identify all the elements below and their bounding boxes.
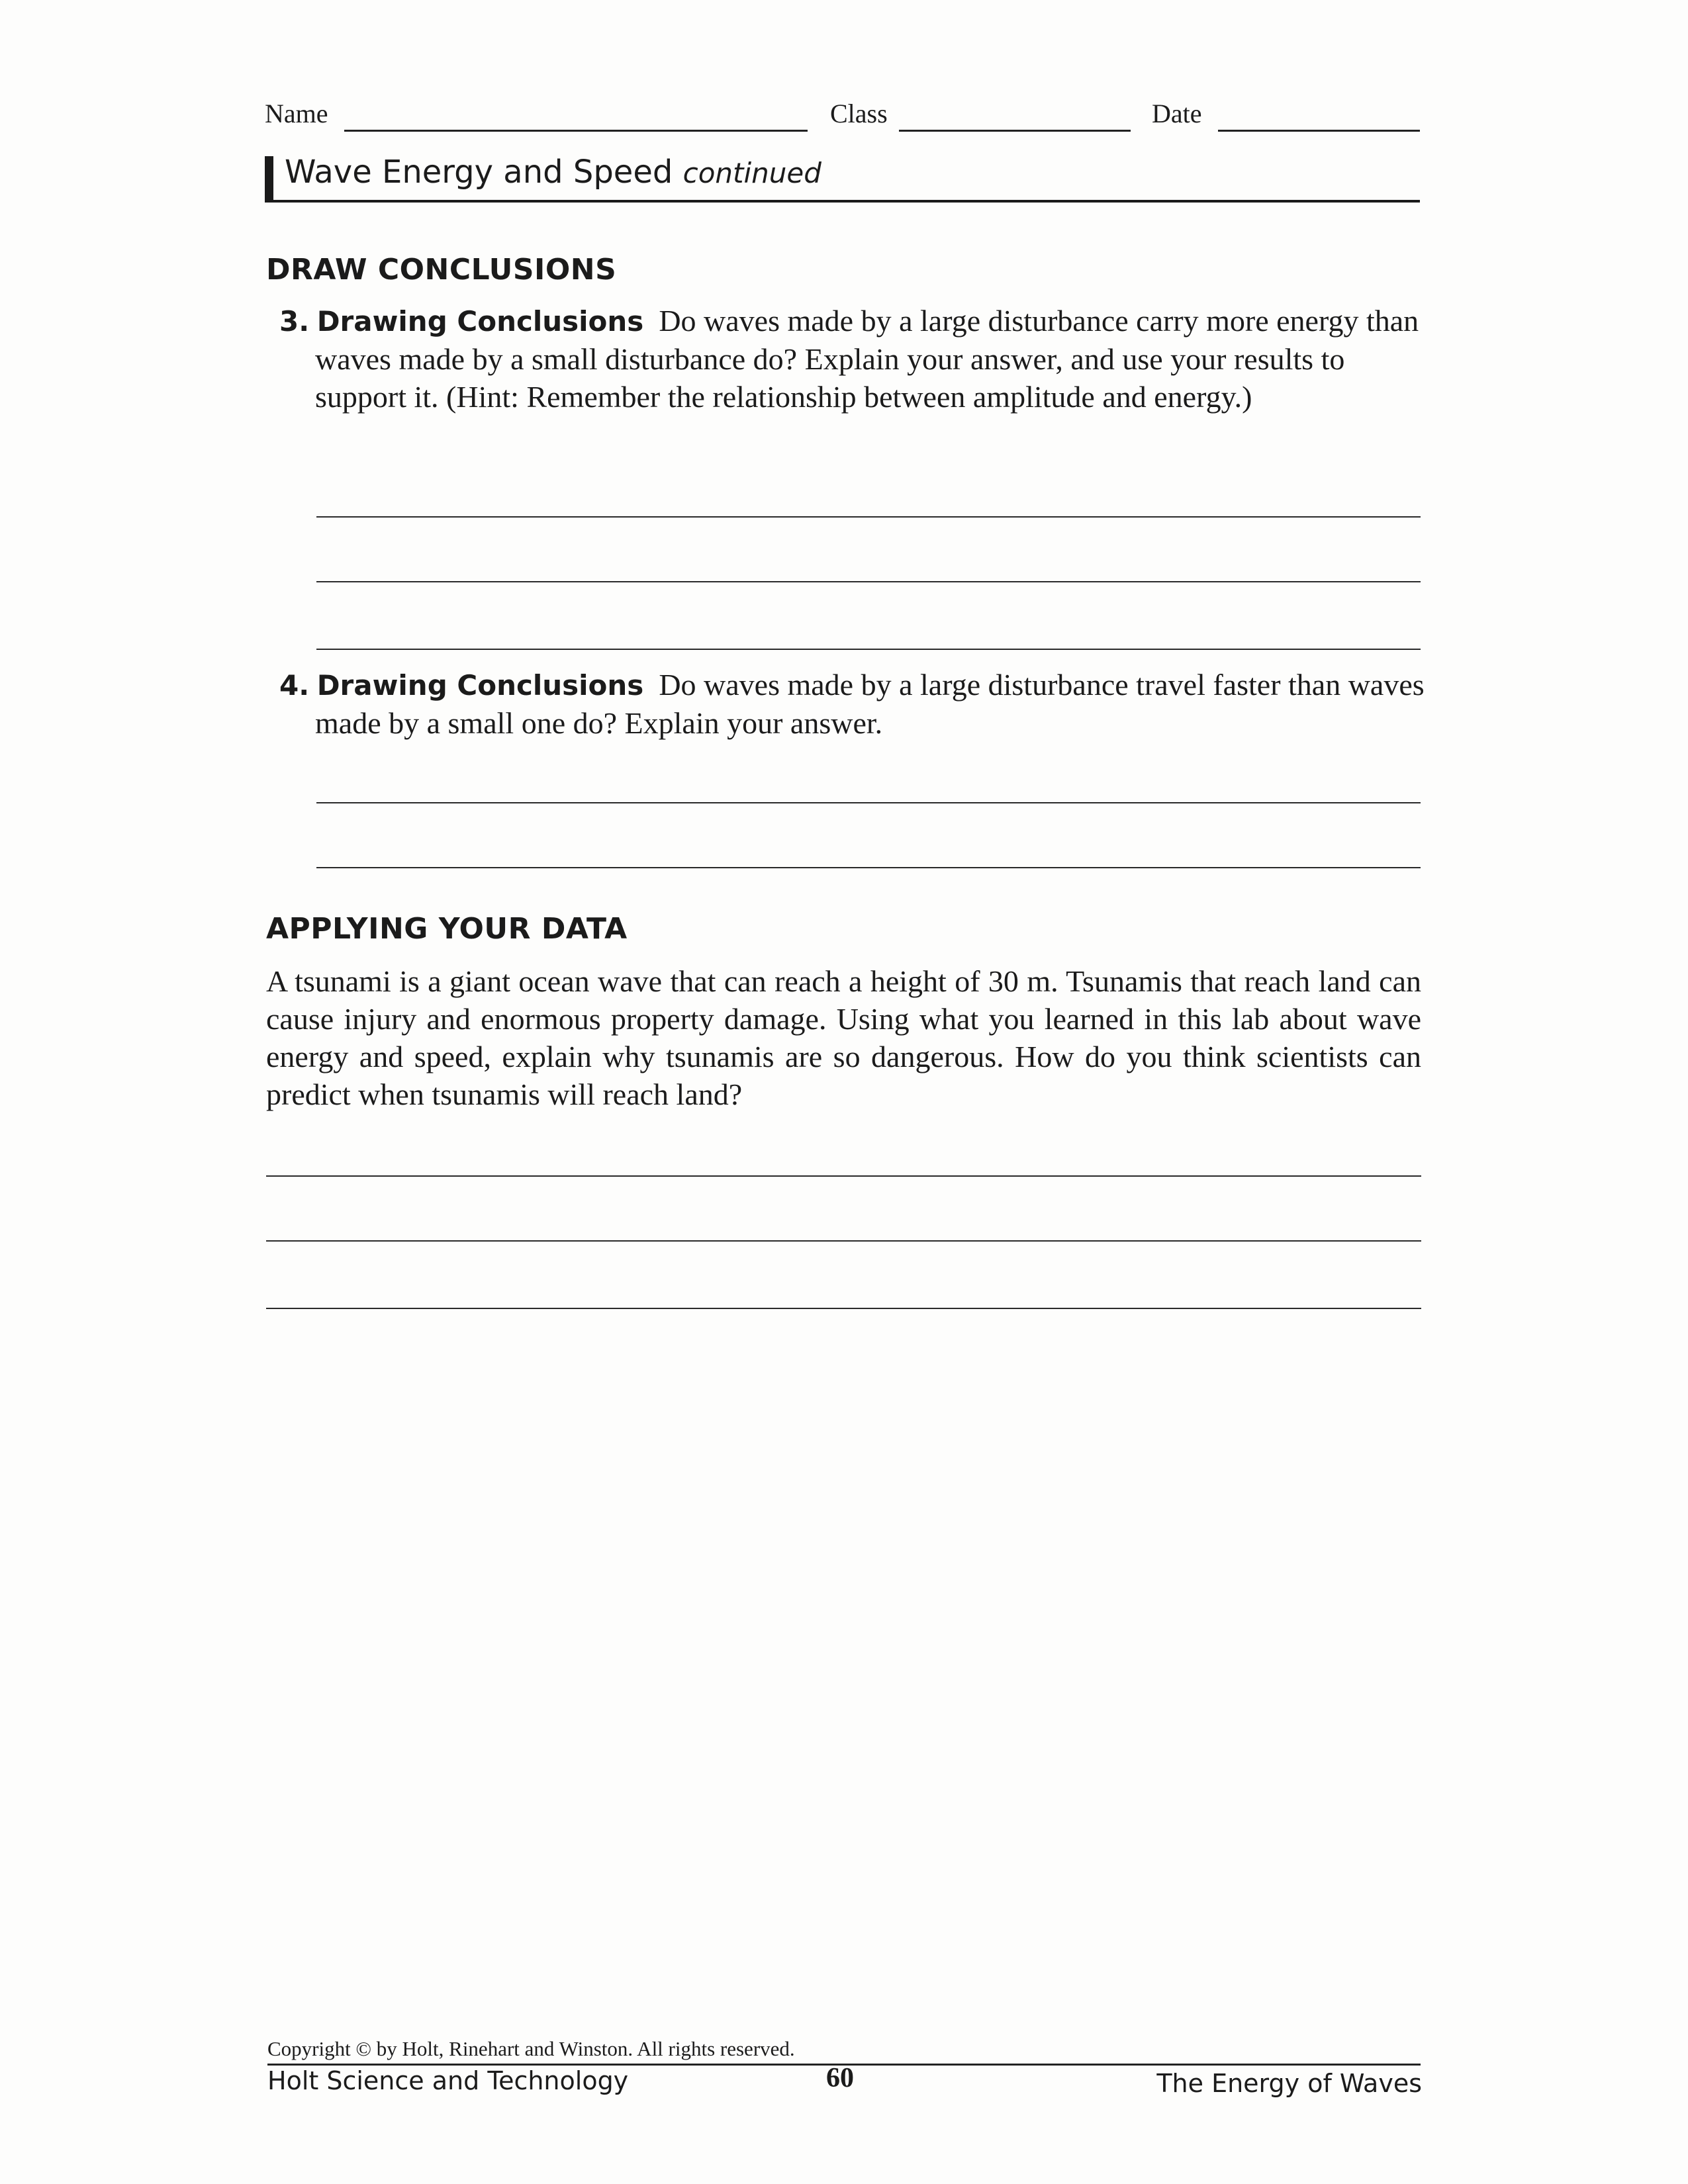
name-field[interactable]	[344, 130, 808, 132]
date-field[interactable]	[1218, 130, 1420, 132]
title-bar	[265, 151, 1420, 203]
question-4-number: 4.	[279, 669, 310, 702]
question-3-number: 3.	[279, 305, 310, 338]
answer-line-q4-2[interactable]	[316, 867, 1421, 868]
answer-line-q3-2[interactable]	[316, 581, 1421, 582]
section-draw-conclusions: DRAW CONCLUSIONS	[266, 253, 617, 287]
question-3-text: Do waves made by a large disturbance carry more energy than waves made by a small disturbance do? Explain your answer, and use your results to support it. (Hint: Remember the relationship between amplitude and energy.)	[315, 304, 1419, 414]
answer-line-q4-1[interactable]	[316, 802, 1421, 803]
page-title	[285, 154, 821, 191]
answer-line-apply-2[interactable]	[266, 1240, 1421, 1242]
answer-line-apply-1[interactable]	[266, 1175, 1421, 1177]
title-marker	[265, 156, 273, 200]
question-4	[279, 666, 1431, 742]
name-label: Name	[265, 99, 328, 128]
question-3-label: Drawing Conclusions	[316, 305, 644, 338]
section-applying-your-data: APPLYING YOUR DATA	[266, 912, 628, 946]
question-4-text: Do waves made by a large disturbance travel faster than waves made by a small one do? Explain your answer.	[315, 668, 1425, 740]
class-label: Class	[830, 99, 888, 128]
question-4-label: Drawing Conclusions	[316, 669, 644, 702]
answer-line-apply-3[interactable]	[266, 1308, 1421, 1309]
question-3	[279, 302, 1431, 416]
title-continued: continued	[682, 157, 821, 189]
title-main: Wave Energy and Speed	[285, 154, 673, 191]
footer-page-number: 60	[826, 2063, 854, 2093]
footer-book-title: Holt Science and Technology	[267, 2066, 629, 2095]
footer-copyright: Copyright © by Holt, Rinehart and Winston. All rights reserved.	[267, 2037, 1421, 2066]
date-label: Date	[1152, 99, 1202, 128]
answer-line-q3-3[interactable]	[316, 649, 1421, 650]
answer-line-q3-1[interactable]	[316, 516, 1421, 518]
class-field[interactable]	[899, 130, 1131, 132]
applying-paragraph: A tsunami is a giant ocean wave that can reach a height of 30 m. Tsunamis that reach land can cause injury and enormous property damage. Using what you learned in this lab about wave energy and speed, explain why tsunamis are so dangerous. How do you think scientists can predict when tsunamis will reach land?	[266, 964, 1421, 1111]
footer-chapter-title: The Energy of Waves	[1156, 2069, 1422, 2098]
